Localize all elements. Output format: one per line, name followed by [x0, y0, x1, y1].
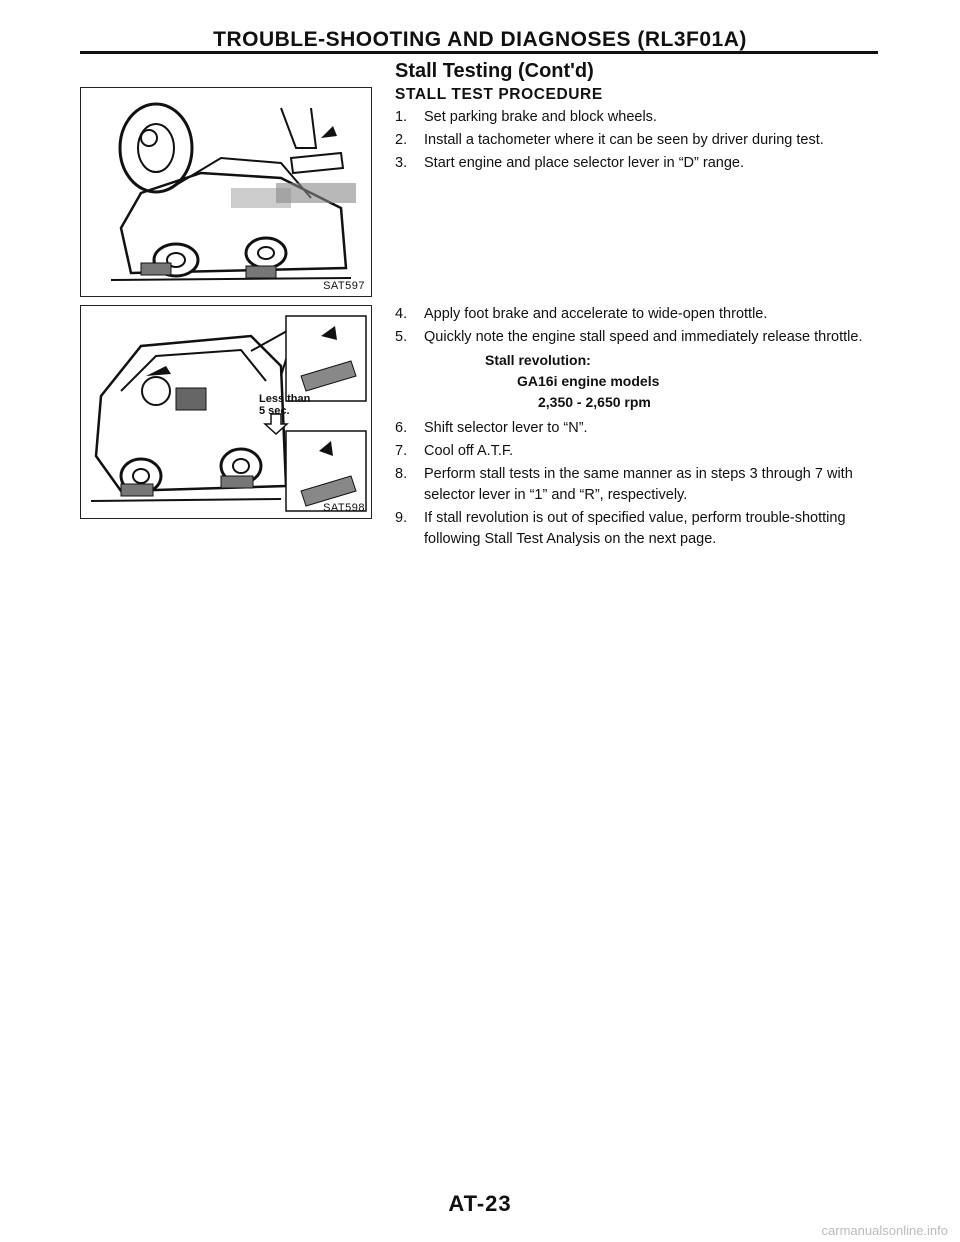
callout-line-2: 5 sec.: [259, 405, 290, 417]
stall-test-illustration: [81, 306, 371, 518]
figure-code: SAT597: [323, 280, 365, 292]
step-1: 1. Set parking brake and block wheels.: [395, 109, 657, 125]
page-header-title: TROUBLE-SHOOTING AND DIAGNOSES (RL3F01A): [213, 28, 747, 51]
figure-sat598: [80, 305, 372, 519]
step-8: 8. Perform stall tests in the same manner as in steps 3 through 7 with selector lever in “1” and “R”, respectively.: [395, 466, 853, 503]
figure-sat597: [80, 87, 372, 297]
step-6: 6. Shift selector lever to “N”.: [395, 420, 588, 436]
step-7: 7. Cool off A.T.F.: [395, 443, 514, 459]
spec-label: Stall revolution:: [485, 352, 591, 368]
step-9: 9. If stall revolution is out of specified value, perform trouble-shotting following Stall Test Analysis on the next page.: [395, 510, 846, 547]
callout-line-1: Less than: [259, 393, 311, 405]
procedure-title: STALL TEST PROCEDURE: [395, 86, 603, 103]
step-3: 3. Start engine and place selector lever in “D” range.: [395, 155, 744, 171]
step-2: 2. Install a tachometer where it can be seen by driver during test.: [395, 132, 824, 148]
steps-mid: [395, 304, 880, 552]
step-5: 5. Quickly note the engine stall speed and immediately release throttle.: [395, 329, 863, 345]
page-number: AT-23: [448, 1191, 512, 1216]
spec-value: 2,350 - 2,650 rpm: [538, 394, 651, 410]
figure-code: SAT598: [323, 502, 365, 514]
section-title: Stall Testing (Cont'd): [395, 60, 594, 82]
watermark: carmanualsonline.info: [821, 1223, 948, 1238]
step-4: 4. Apply foot brake and accelerate to wide-open throttle.: [395, 306, 768, 322]
spec-model: GA16i engine models: [517, 373, 660, 389]
header-rule: [80, 51, 878, 54]
steps-top: [395, 107, 880, 176]
parking-brake-illustration: [81, 88, 371, 296]
